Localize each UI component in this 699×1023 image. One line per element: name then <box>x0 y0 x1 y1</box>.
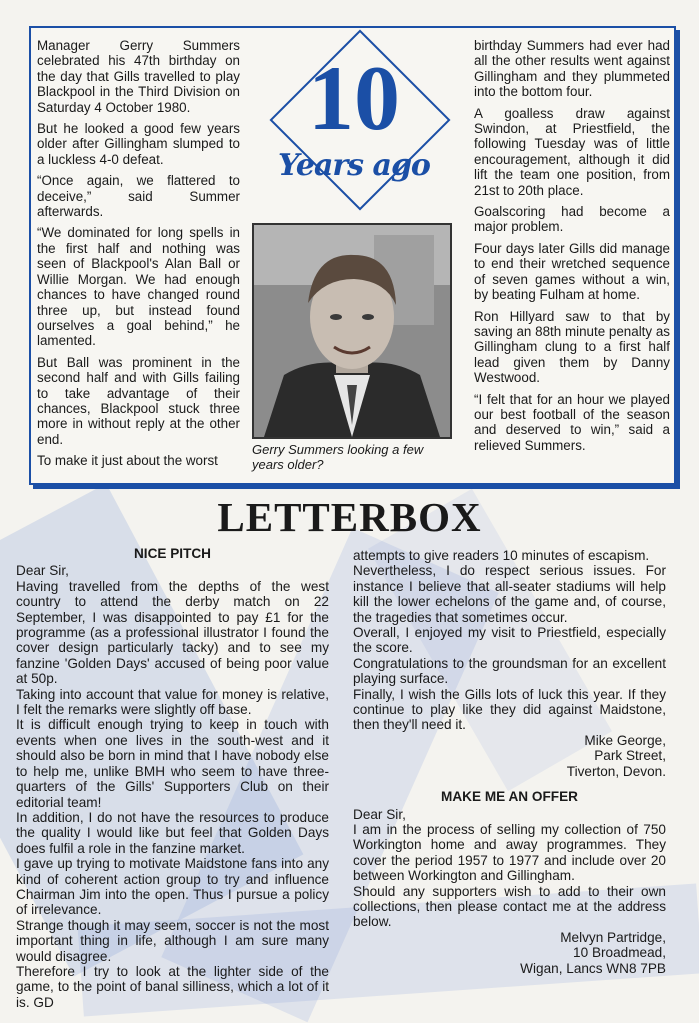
feature-left-column <box>37 38 240 475</box>
ten-years-ago-badge <box>264 30 444 210</box>
letter-nice-pitch-left <box>16 546 329 1010</box>
letter-signature-line: Melvyn Partridge, <box>560 929 666 945</box>
letter-paragraph: In addition, I do not have the resources to produce the quality I would like but feel that Golden Days does fulfil a role in the fanzine market. <box>16 809 329 856</box>
letter-paragraph: It is difficult enough trying to keep in touch with events when one lives in the south-west and it should also be born in mind that I have nobody else to help me, unlike BMH who seem to have three-quarters of the Gills' Supporters Club on their editorial team! <box>16 717 329 810</box>
feature-paragraph: To make it just about the worst <box>37 453 218 469</box>
feature-paragraph: Goalscoring had become a major problem. <box>474 204 670 235</box>
feature-paragraph: But Ball was prominent in the second half and with Gills failing to take advantage of their chances, Blackpool stuck three more in without reply at the other end. <box>37 354 240 447</box>
feature-paragraph: Four days later Gills did manage to end their wretched sequence of seven games without a win, by beating Fulham at home. <box>474 240 670 303</box>
letterbox-right-column <box>353 548 666 976</box>
letterbox-title: LETTERBOX <box>217 494 482 540</box>
badge-number: 10 <box>308 47 400 149</box>
letter-paragraph: Finally, I wish the Gills lots of luck this year. If they continue to play like they did against Maidstone, then they'll need it. <box>353 686 666 733</box>
letter-signature-line: Park Street, <box>594 748 666 764</box>
letter-heading: MAKE ME AN OFFER <box>441 789 578 805</box>
letter-paragraph: Congratulations to the groundsman for an excellent playing surface. <box>353 655 666 687</box>
letter-paragraph: I gave up trying to motivate Maidstone fans into any kind of coherent action group to try and influence Chairman Jim into the open. Thus I pursue a policy of irrelevance. <box>16 856 329 918</box>
feature-right-column <box>474 38 670 459</box>
feature-paragraph: A goalless draw against Swindon, at Priestfield, the following Tuesday was of little encouragement, although it did lift the team one position, from 21st to 20th place. <box>474 105 670 198</box>
letter-paragraph: Overall, I enjoyed my visit to Priestfield, especially the score. <box>353 625 666 656</box>
feature-paragraph: Manager Gerry Summers celebrated his 47th birthday on the day that Gills travelled to play Blackpool in the Third Division on Saturday 4 October 1980. <box>37 38 240 115</box>
letter-signature-line: Mike George, <box>584 732 666 748</box>
letter-paragraph: Taking into account that value for money is relative, I felt the remarks were slightly off base. <box>16 686 329 718</box>
letter-paragraph: attempts to give readers 10 minutes of escapism. <box>353 548 650 563</box>
feature-paragraph: Ron Hillyard saw to that by saving an 88th minute penalty as Gillingham clung to a first half lead given them by Danny Westwood. <box>474 308 670 386</box>
letter-signature-line: 10 Broadmead, <box>573 945 666 961</box>
letter-salutation: Dear Sir, <box>16 563 69 579</box>
feature-paragraph: birthday Summers had ever had all the other results went against Gillingham and they plummeted into the bottom four. <box>474 38 670 100</box>
feature-paragraph: But he looked a good few years older after Gillingham slumped to a luckless 4-0 defeat. <box>37 121 240 167</box>
badge-subtitle: Years ago <box>278 148 430 183</box>
letter-paragraph: Strange though it may seem, soccer is not the most important thing in life, although I am sure many would disagree. <box>16 917 329 964</box>
letter-paragraph: I am in the process of selling my collection of 750 Workington home and away programmes. They cover the period 1957 to 1977 and include over 20 between Workington and Gillingham. <box>353 821 666 884</box>
letter-signature-line: Wigan, Lancs WN8 7PB <box>520 960 666 976</box>
letter-signature-line: Tiverton, Devon. <box>566 763 666 779</box>
letter-heading: NICE PITCH <box>133 546 212 561</box>
letter-paragraph: Having travelled from the depths of the west country to attend the derby match on 22 September, I was disappointed to pay £1 for the programme (as a professional illustrator I found the cover design particularly tacky) and to see my fanzine 'Golden Days' accused of being poor value at 50p. <box>16 578 329 687</box>
letter-paragraph: Should any supporters wish to add to their own collections, then please contact me at the address below. <box>353 883 666 930</box>
photo-caption: Gerry Summers looking a few years older? <box>252 442 424 472</box>
gerry-summers-photo <box>252 223 452 439</box>
feature-paragraph: “Once again, we flattered to deceive,” said Summer afterwards. <box>37 173 240 220</box>
letter-paragraph: Therefore I try to look at the lighter side of the game, to the point of banal silliness, which a lot of it is. GD <box>16 963 329 1010</box>
letter-salutation: Dear Sir, <box>353 806 406 822</box>
ten-years-ago-feature <box>29 26 676 485</box>
feature-paragraph: “We dominated for long spells in the first half and nothing was seen of Blackpool's Alan Ball or Willie Morgan. We had enough chances to have changed round three up, but instead found ourselves a goal behind,” he lamented. <box>37 225 240 349</box>
feature-paragraph: “I felt that for an hour we played our best football of the season and deserved to win,” said a relieved Summers. <box>474 391 670 453</box>
portrait-illustration <box>254 225 450 437</box>
letter-paragraph: Nevertheless, I do respect serious issues. For instance I believe that all-seater stadiums will help kill the lower echelons of the game and, of course, the tragedies that sometimes occur. <box>353 563 666 625</box>
